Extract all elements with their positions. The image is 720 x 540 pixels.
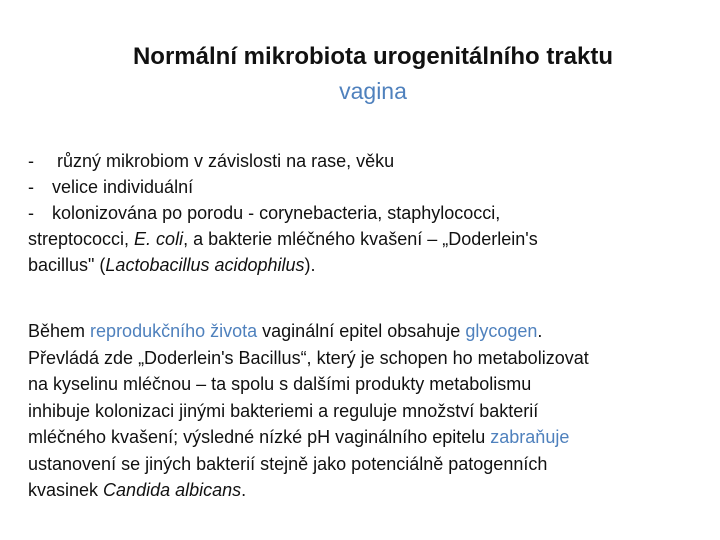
bullet-text: streptococci, [28, 229, 135, 249]
bullet-item [28, 174, 688, 200]
slide-title [0, 40, 720, 108]
paragraph-line [28, 477, 718, 504]
bullet-text: kolonizována po porodu - corynebacteria, staphylococci, [52, 203, 501, 223]
highlight-term: reprodukčního života [90, 321, 258, 341]
paragraph-text: Během [28, 321, 91, 341]
paragraph-text: . [241, 480, 247, 500]
paragraph-text: . [537, 321, 543, 341]
paragraph-text: vaginální epitel obsahuje [257, 321, 466, 341]
bullet-text-italic: Lactobacillus acidophilus [105, 255, 305, 275]
title-subtitle: vagina [339, 78, 407, 104]
bullet-text: , a bakterie mléčného kvašení – „Doderlein's [183, 229, 538, 249]
body-paragraph [28, 318, 718, 504]
bullet-text-italic: E. coli [134, 229, 184, 249]
highlight-term: glycogen [465, 321, 538, 341]
paragraph-text: mléčného kvašení; výsledné nízké pH vaginálního epitelu [28, 427, 491, 447]
bullet-item [28, 200, 688, 226]
paragraph-text: kvasinek [28, 480, 104, 500]
paragraph-line: inhibuje kolonizaci jinými bakteriemi a reguluje množství bakterií [28, 400, 539, 421]
bullet-text: ). [304, 255, 316, 275]
paragraph-line: na kyselinu mléčnou – ta spolu s dalšími produkty metabolismu [28, 374, 532, 394]
paragraph-line: Převládá zde „Doderlein's Bacillus“, který je schopen ho metabolizovat [28, 347, 589, 368]
bullet-continuation [28, 226, 688, 252]
bullet-dash: - [28, 151, 34, 171]
bullet-text: velice individuální [52, 177, 194, 197]
bullet-dash: - [28, 177, 34, 197]
bullet-dash: - [28, 203, 34, 223]
paragraph-line [28, 318, 718, 345]
bullet-continuation [28, 252, 688, 278]
paragraph-text-italic: Candida albicans [103, 480, 242, 500]
paragraph-line [28, 424, 718, 451]
bullet-list [28, 148, 688, 278]
title-main: Normální mikrobiota urogenitálního traktu [132, 43, 614, 70]
paragraph-line: ustanovení se jiných bakterií stejně jako potenciálně patogenních [28, 453, 548, 474]
highlight-term: zabraňuje [490, 427, 570, 447]
bullet-item [28, 148, 688, 174]
bullet-text: bacillus" ( [28, 255, 106, 275]
bullet-text: různý mikrobiom v závislosti na rase, věku [57, 151, 395, 171]
